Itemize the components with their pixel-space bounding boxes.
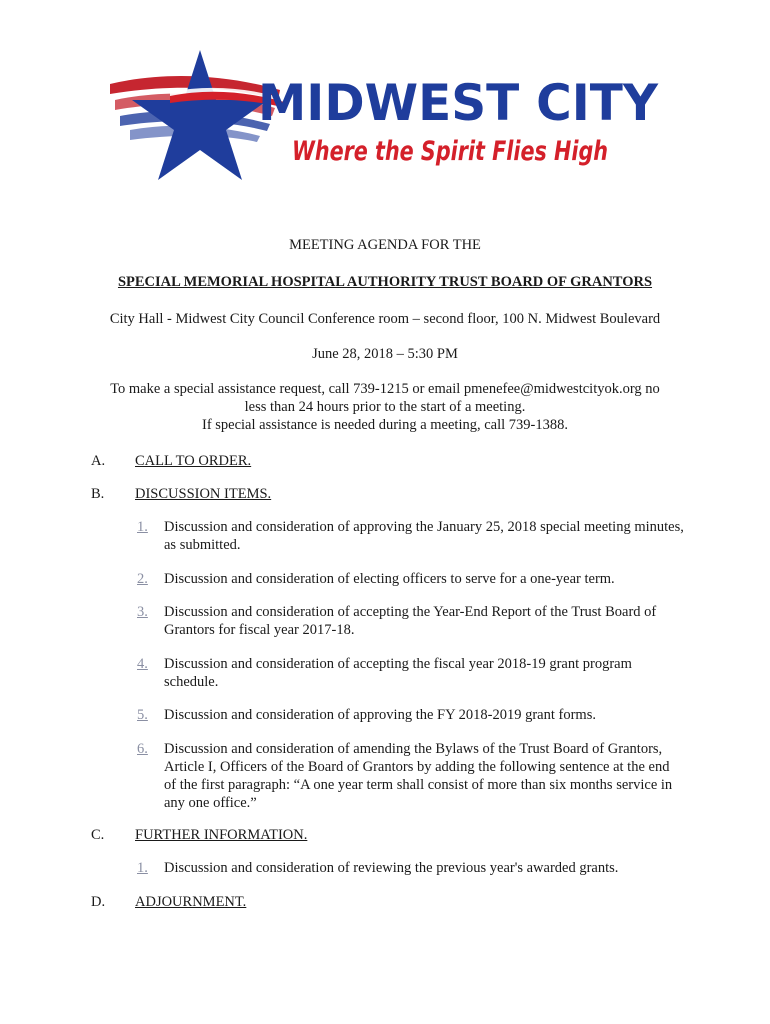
item-number: 4. bbox=[137, 656, 148, 672]
meeting-date: June 28, 2018 – 5:30 PM bbox=[312, 346, 458, 362]
item-number: 2. bbox=[137, 571, 148, 587]
item-number: 6. bbox=[137, 741, 148, 757]
item-text: Discussion and consideration of amending the Bylaws of the Trust Board of Grantors, Article I, Officers of the Board of Grantors by adding the following sentence at the end of the first paragraph: “A one year term shall consist of more than six months service in any one office.” bbox=[164, 741, 673, 811]
section-title: ADJOURNMENT. bbox=[135, 894, 247, 910]
assistance-line-1: To make a special assistance request, call 739-1215 or email pmenefee@midwestcityok.org no bbox=[110, 381, 660, 397]
midwest-city-logo bbox=[110, 48, 670, 188]
special-assistance-note bbox=[0, 380, 770, 434]
agenda-heading: MEETING AGENDA FOR THE bbox=[289, 237, 481, 253]
logo-tagline: Where the Spirit Flies High bbox=[292, 136, 608, 167]
item-text: Discussion and consideration of accepting the fiscal year 2018-19 grant program schedule. bbox=[164, 656, 632, 690]
section-title: DISCUSSION ITEMS. bbox=[135, 486, 272, 502]
assistance-line-2: less than 24 hours prior to the start of a meeting. bbox=[244, 399, 526, 415]
item-text: Discussion and consideration of reviewing the previous year's awarded grants. bbox=[164, 860, 619, 876]
item-number: 1. bbox=[137, 519, 148, 535]
section-letter: C. bbox=[91, 827, 105, 843]
item-text: Discussion and consideration of electing officers to serve for a one-year term. bbox=[164, 571, 615, 587]
logo-name: MIDWEST CITY bbox=[258, 74, 659, 132]
item-text: Discussion and consideration of accepting the Year-End Report of the Trust Board of Grantors for fiscal year 2017-18. bbox=[164, 604, 657, 638]
item-number: 3. bbox=[137, 604, 148, 620]
item-text: Discussion and consideration of approving the FY 2018-2019 grant forms. bbox=[164, 707, 596, 723]
section-letter: D. bbox=[91, 894, 106, 910]
board-name: SPECIAL MEMORIAL HOSPITAL AUTHORITY TRUST BOARD OF GRANTORS bbox=[117, 274, 653, 290]
logo-graphic bbox=[110, 48, 670, 188]
section-title: CALL TO ORDER. bbox=[135, 453, 252, 469]
meeting-location: City Hall - Midwest City Council Conference room – second floor, 100 N. Midwest Boulevard bbox=[109, 311, 661, 327]
section-title: FURTHER INFORMATION. bbox=[135, 827, 308, 843]
item-number: 5. bbox=[137, 707, 148, 723]
section-letter: B. bbox=[91, 486, 105, 502]
section-letter: A. bbox=[91, 453, 106, 469]
item-number: 1. bbox=[137, 860, 148, 876]
assistance-line-3: If special assistance is needed during a meeting, call 739-1388. bbox=[201, 417, 568, 433]
item-text: Discussion and consideration of approving the January 25, 2018 special meeting minutes, as submitted. bbox=[164, 519, 684, 553]
